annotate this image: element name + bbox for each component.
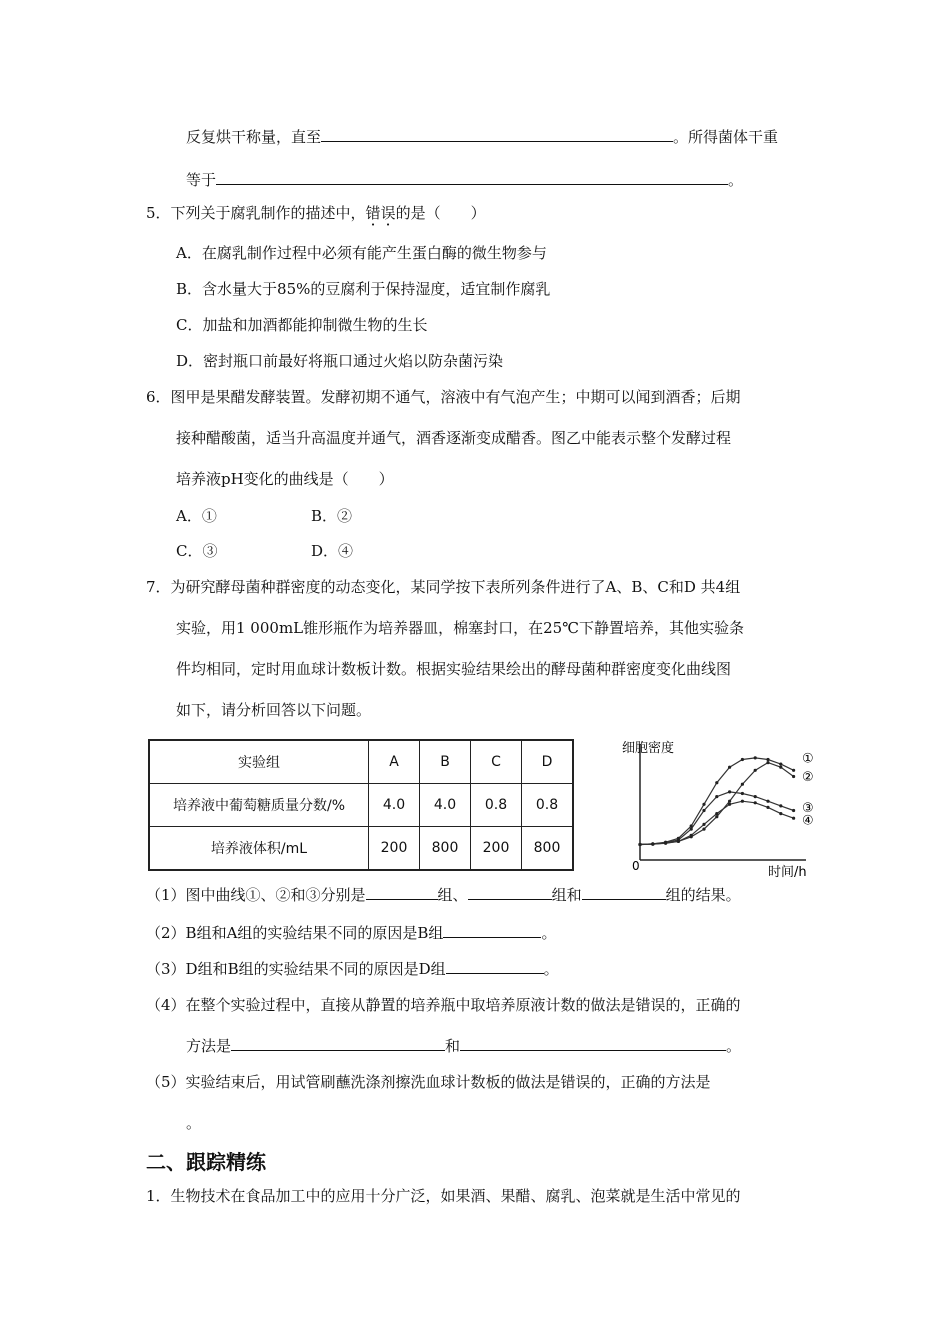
q7-sub3: （3）D组和B组的实验结果不同的原因是D组 。 <box>146 960 559 978</box>
table-header-cell: 实验组 <box>149 740 369 784</box>
data-point <box>741 792 744 795</box>
section2-q1-line1: 1．生物技术在食品加工中的应用十分广泛，如果酒、果醋、腐乳、泡菜就是生活中常见的 <box>146 1187 741 1205</box>
table-cell: 4.0 <box>420 784 471 827</box>
q7-stem-line4: 如下，请分析回答以下问题。 <box>176 701 372 719</box>
data-point <box>792 775 795 778</box>
data-point <box>779 766 782 769</box>
cell-density-chart <box>606 736 816 882</box>
experiment-table <box>148 739 574 871</box>
answer-blank[interactable] <box>216 170 728 185</box>
q5-option-a: A．在腐乳制作过程中必须有能产生蛋白酶的微生物参与 <box>176 244 547 262</box>
table-cell: 培养液中葡萄糖质量分数/% <box>149 784 369 827</box>
q5-option-d: D．密封瓶口前最好将瓶口通过火焰以防杂菌污染 <box>176 352 504 370</box>
q5-option-c: C．加盐和加酒都能抑制微生物的生长 <box>176 316 428 334</box>
data-point <box>690 834 693 837</box>
table-header-cell: C <box>471 740 522 784</box>
table-cell: 0.8 <box>522 784 574 827</box>
data-point <box>741 783 744 786</box>
data-point <box>715 812 718 815</box>
table-cell: 培养液体积/mL <box>149 827 369 871</box>
table-header-cell: A <box>369 740 420 784</box>
data-point <box>638 843 641 846</box>
section-heading: 二、跟踪精练 <box>146 1150 266 1174</box>
data-point <box>728 790 731 793</box>
data-point <box>702 803 705 806</box>
data-point <box>779 763 782 766</box>
table-cell: 4.0 <box>369 784 420 827</box>
data-point <box>792 769 795 772</box>
data-point <box>792 817 795 820</box>
q7-sub5-line2: 。 <box>186 1114 202 1132</box>
series-line-2 <box>640 763 794 845</box>
q7-stem-line3: 件均相同，定时用血球计数板计数。根据实验结果绘出的酵母菌种群密度变化曲线图 <box>176 660 732 678</box>
emphasis-char: 误 <box>380 204 396 222</box>
q6-option-d: D．④ <box>311 542 354 560</box>
q7-sub4-line1: （4）在整个实验过程中，直接从静置的培养瓶中取培养原液计数的做法是错误的，正确的 <box>146 996 741 1014</box>
x-axis-label: 时间/h <box>768 865 807 880</box>
q6-stem-line2: 接种醋酸菌，适当升高温度并通气，酒香逐渐变成醋香。图乙中能表示整个发酵过程 <box>176 429 732 447</box>
table-cell: 200 <box>369 827 420 871</box>
table-cell: 200 <box>471 827 522 871</box>
q6-option-b: B．② <box>311 507 353 525</box>
answer-blank[interactable] <box>582 885 666 900</box>
data-point <box>702 823 705 826</box>
q7-sub2: （2）B组和A组的实验结果不同的原因是B组 。 <box>146 924 557 942</box>
data-point <box>754 756 757 759</box>
q7-sub5-line1: （5）实验结束后，用试管刷蘸洗涤剂擦洗血球计数板的做法是错误的，正确的方法是 <box>146 1073 711 1091</box>
data-point <box>754 769 757 772</box>
q4-line2: 等于 。 <box>186 171 744 189</box>
emphasis-char: 错 <box>365 204 381 222</box>
data-point <box>728 800 731 803</box>
series-label-1: ① <box>802 751 814 767</box>
data-point <box>766 800 769 803</box>
data-point <box>754 801 757 804</box>
q7-sub1: （1）图中曲线①、②和③分别是 组、 组和 组的结果。 <box>146 886 741 904</box>
q7-stem-line1: 7．为研究酵母菌种群密度的动态变化，某同学按下表所列条件进行了A、B、C和D 共4组 <box>146 578 741 596</box>
answer-blank[interactable] <box>366 885 438 900</box>
table-cell: 0.8 <box>471 784 522 827</box>
q6-option-c: C．③ <box>176 542 218 560</box>
y-axis-label: 细胞密度 <box>622 741 675 756</box>
data-point <box>702 809 705 812</box>
answer-blank[interactable] <box>443 923 541 938</box>
data-point <box>779 804 782 807</box>
data-point <box>741 800 744 803</box>
data-point <box>779 812 782 815</box>
table-header-cell: D <box>522 740 574 784</box>
data-point <box>715 781 718 784</box>
q7-stem-line2: 实验，用1 000mL锥形瓶作为培养器皿，棉塞封口，在25℃下静置培养，其他实验条 <box>176 619 744 637</box>
series-label-4: ④ <box>802 813 814 829</box>
data-point <box>690 828 693 831</box>
data-point <box>715 795 718 798</box>
data-point <box>651 843 654 846</box>
data-point <box>792 809 795 812</box>
data-point <box>741 758 744 761</box>
data-point <box>766 761 769 764</box>
table-row <box>149 827 573 871</box>
origin-label: 0 <box>632 859 640 873</box>
data-point <box>754 795 757 798</box>
data-point <box>677 840 680 843</box>
q4-line1: 反复烘干称量，直至 。所得菌体干重 <box>186 128 779 146</box>
table-cell: 800 <box>420 827 471 871</box>
series-line-4 <box>640 801 794 844</box>
answer-blank[interactable] <box>231 1036 445 1051</box>
table-row <box>149 784 573 827</box>
series-label-3: ③ <box>802 801 814 817</box>
data-point <box>715 815 718 818</box>
data-point <box>702 828 705 831</box>
data-point <box>664 842 667 845</box>
table-row <box>149 740 573 784</box>
q7-sub4-line2: 方法是 和 。 <box>186 1037 742 1055</box>
q5-stem: 5．下列关于腐乳制作的描述中，错误的是（ ） <box>146 204 486 222</box>
q5-option-b: B．含水量大于85%的豆腐利于保持湿度，适宜制作腐乳 <box>176 280 551 298</box>
table-header-cell: B <box>420 740 471 784</box>
data-point <box>728 766 731 769</box>
answer-blank[interactable] <box>446 959 544 974</box>
table-cell: 800 <box>522 827 574 871</box>
q6-stem-line1: 6．图甲是果醋发酵装置。发酵初期不通气，溶液中有气泡产生；中期可以闻到酒香；后期 <box>146 388 741 406</box>
series-label-2: ② <box>802 770 814 786</box>
data-point <box>766 806 769 809</box>
q6-stem-line3: 培养液pH变化的曲线是（ ） <box>176 470 394 488</box>
answer-blank[interactable] <box>460 1036 726 1051</box>
answer-blank[interactable] <box>468 885 552 900</box>
q6-option-a: A．① <box>176 507 217 525</box>
series-line-1 <box>640 758 794 845</box>
answer-blank[interactable] <box>321 127 673 142</box>
data-point <box>728 803 731 806</box>
data-point <box>766 758 769 761</box>
